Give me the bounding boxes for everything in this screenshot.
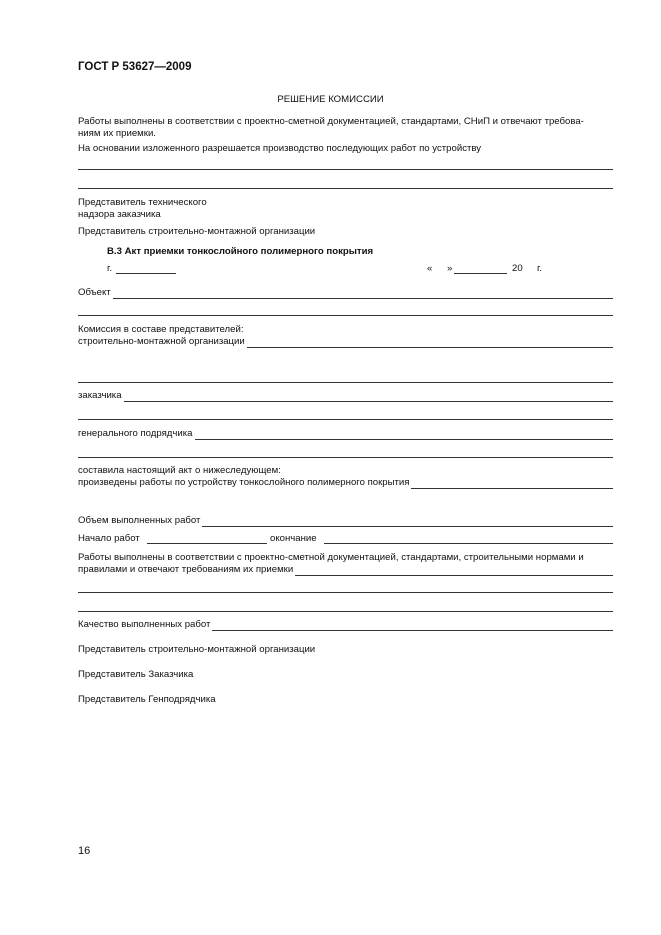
blank-line[interactable]: [78, 419, 613, 420]
blank-line[interactable]: [78, 315, 613, 316]
city-field[interactable]: [116, 273, 176, 274]
city-prefix: г.: [107, 263, 112, 274]
decision-title: РЕШЕНИЕ КОМИССИИ: [277, 94, 384, 105]
blank-line[interactable]: [78, 188, 613, 189]
works-done-field[interactable]: [411, 479, 613, 489]
end-field[interactable]: [324, 543, 613, 544]
quality-row: [78, 619, 613, 631]
blank-line[interactable]: [78, 592, 613, 593]
decision-paragraph-line-2: ниям их приемки.: [78, 128, 156, 139]
customer-label: заказчика: [78, 390, 122, 401]
start-label: Начало работ: [78, 533, 140, 544]
compliance-field[interactable]: [295, 566, 613, 576]
general-contractor-row: [78, 428, 613, 440]
smo-field[interactable]: [247, 338, 613, 348]
compliance-row: [78, 564, 613, 576]
rep-tech-label-line-2: надзора заказчика: [78, 209, 161, 220]
blank-line[interactable]: [78, 169, 613, 170]
compliance-line-2: правилами и отвечают требованиям их приемки: [78, 564, 294, 575]
object-field[interactable]: [113, 289, 613, 299]
volume-field[interactable]: [202, 517, 613, 527]
composed-label: составила настоящий акт о нижеследующем:: [78, 465, 281, 476]
quality-label: Качество выполненных работ: [78, 619, 211, 630]
commission-label: Комиссия в составе представителей:: [78, 324, 244, 335]
smo-row: [78, 336, 613, 348]
volume-row: [78, 515, 613, 527]
general-contractor-field[interactable]: [195, 430, 614, 440]
decision-permission-text: На основании изложенного разрешается производство последующих работ по устройству: [78, 143, 482, 154]
customer-field[interactable]: [124, 392, 613, 402]
works-done-label: произведены работы по устройству тонкослойного полимерного покрытия: [78, 477, 410, 488]
end-label: окончание: [270, 533, 317, 544]
quality-field[interactable]: [212, 621, 613, 631]
year-suffix: г.: [537, 263, 542, 274]
act-heading: В.3 Акт приемки тонкослойного полимерного покрытия: [107, 246, 374, 257]
sig-general-label: Представитель Генподрядчика: [78, 694, 216, 705]
smo-label: строительно-монтажной организации: [78, 336, 245, 347]
date-open-quote: «: [427, 263, 433, 274]
rep-tech-label-line-1: Представитель технического: [78, 197, 207, 208]
start-field[interactable]: [147, 543, 267, 544]
date-field[interactable]: [454, 273, 507, 274]
page-number: 16: [78, 845, 91, 857]
blank-line[interactable]: [78, 382, 613, 383]
works-done-row: [78, 477, 613, 489]
object-row: [78, 287, 613, 299]
volume-label: Объем выполненных работ: [78, 515, 201, 526]
year-prefix: 20: [512, 263, 523, 274]
general-contractor-label: генерального подрядчика: [78, 428, 193, 439]
sig-smo-label: Представитель строительно-монтажной организации: [78, 644, 316, 655]
sig-customer-label: Представитель Заказчика: [78, 669, 194, 680]
decision-paragraph-line-1: Работы выполнены в соответствии с проектно-сметной документацией, стандартами, СНиП и отвечают требова-: [78, 116, 584, 127]
standard-header: ГОСТ Р 53627—2009: [78, 61, 192, 73]
blank-line[interactable]: [78, 611, 613, 612]
blank-line[interactable]: [78, 457, 613, 458]
rep-smo-label: Представитель строительно-монтажной организации: [78, 226, 316, 237]
customer-row: [78, 390, 613, 402]
date-close-quote: »: [447, 263, 453, 274]
compliance-line-1: Работы выполнены в соответствии с проектно-сметной документацией, стандартами, строительными нормами и: [78, 552, 584, 563]
object-label: Объект: [78, 287, 111, 298]
